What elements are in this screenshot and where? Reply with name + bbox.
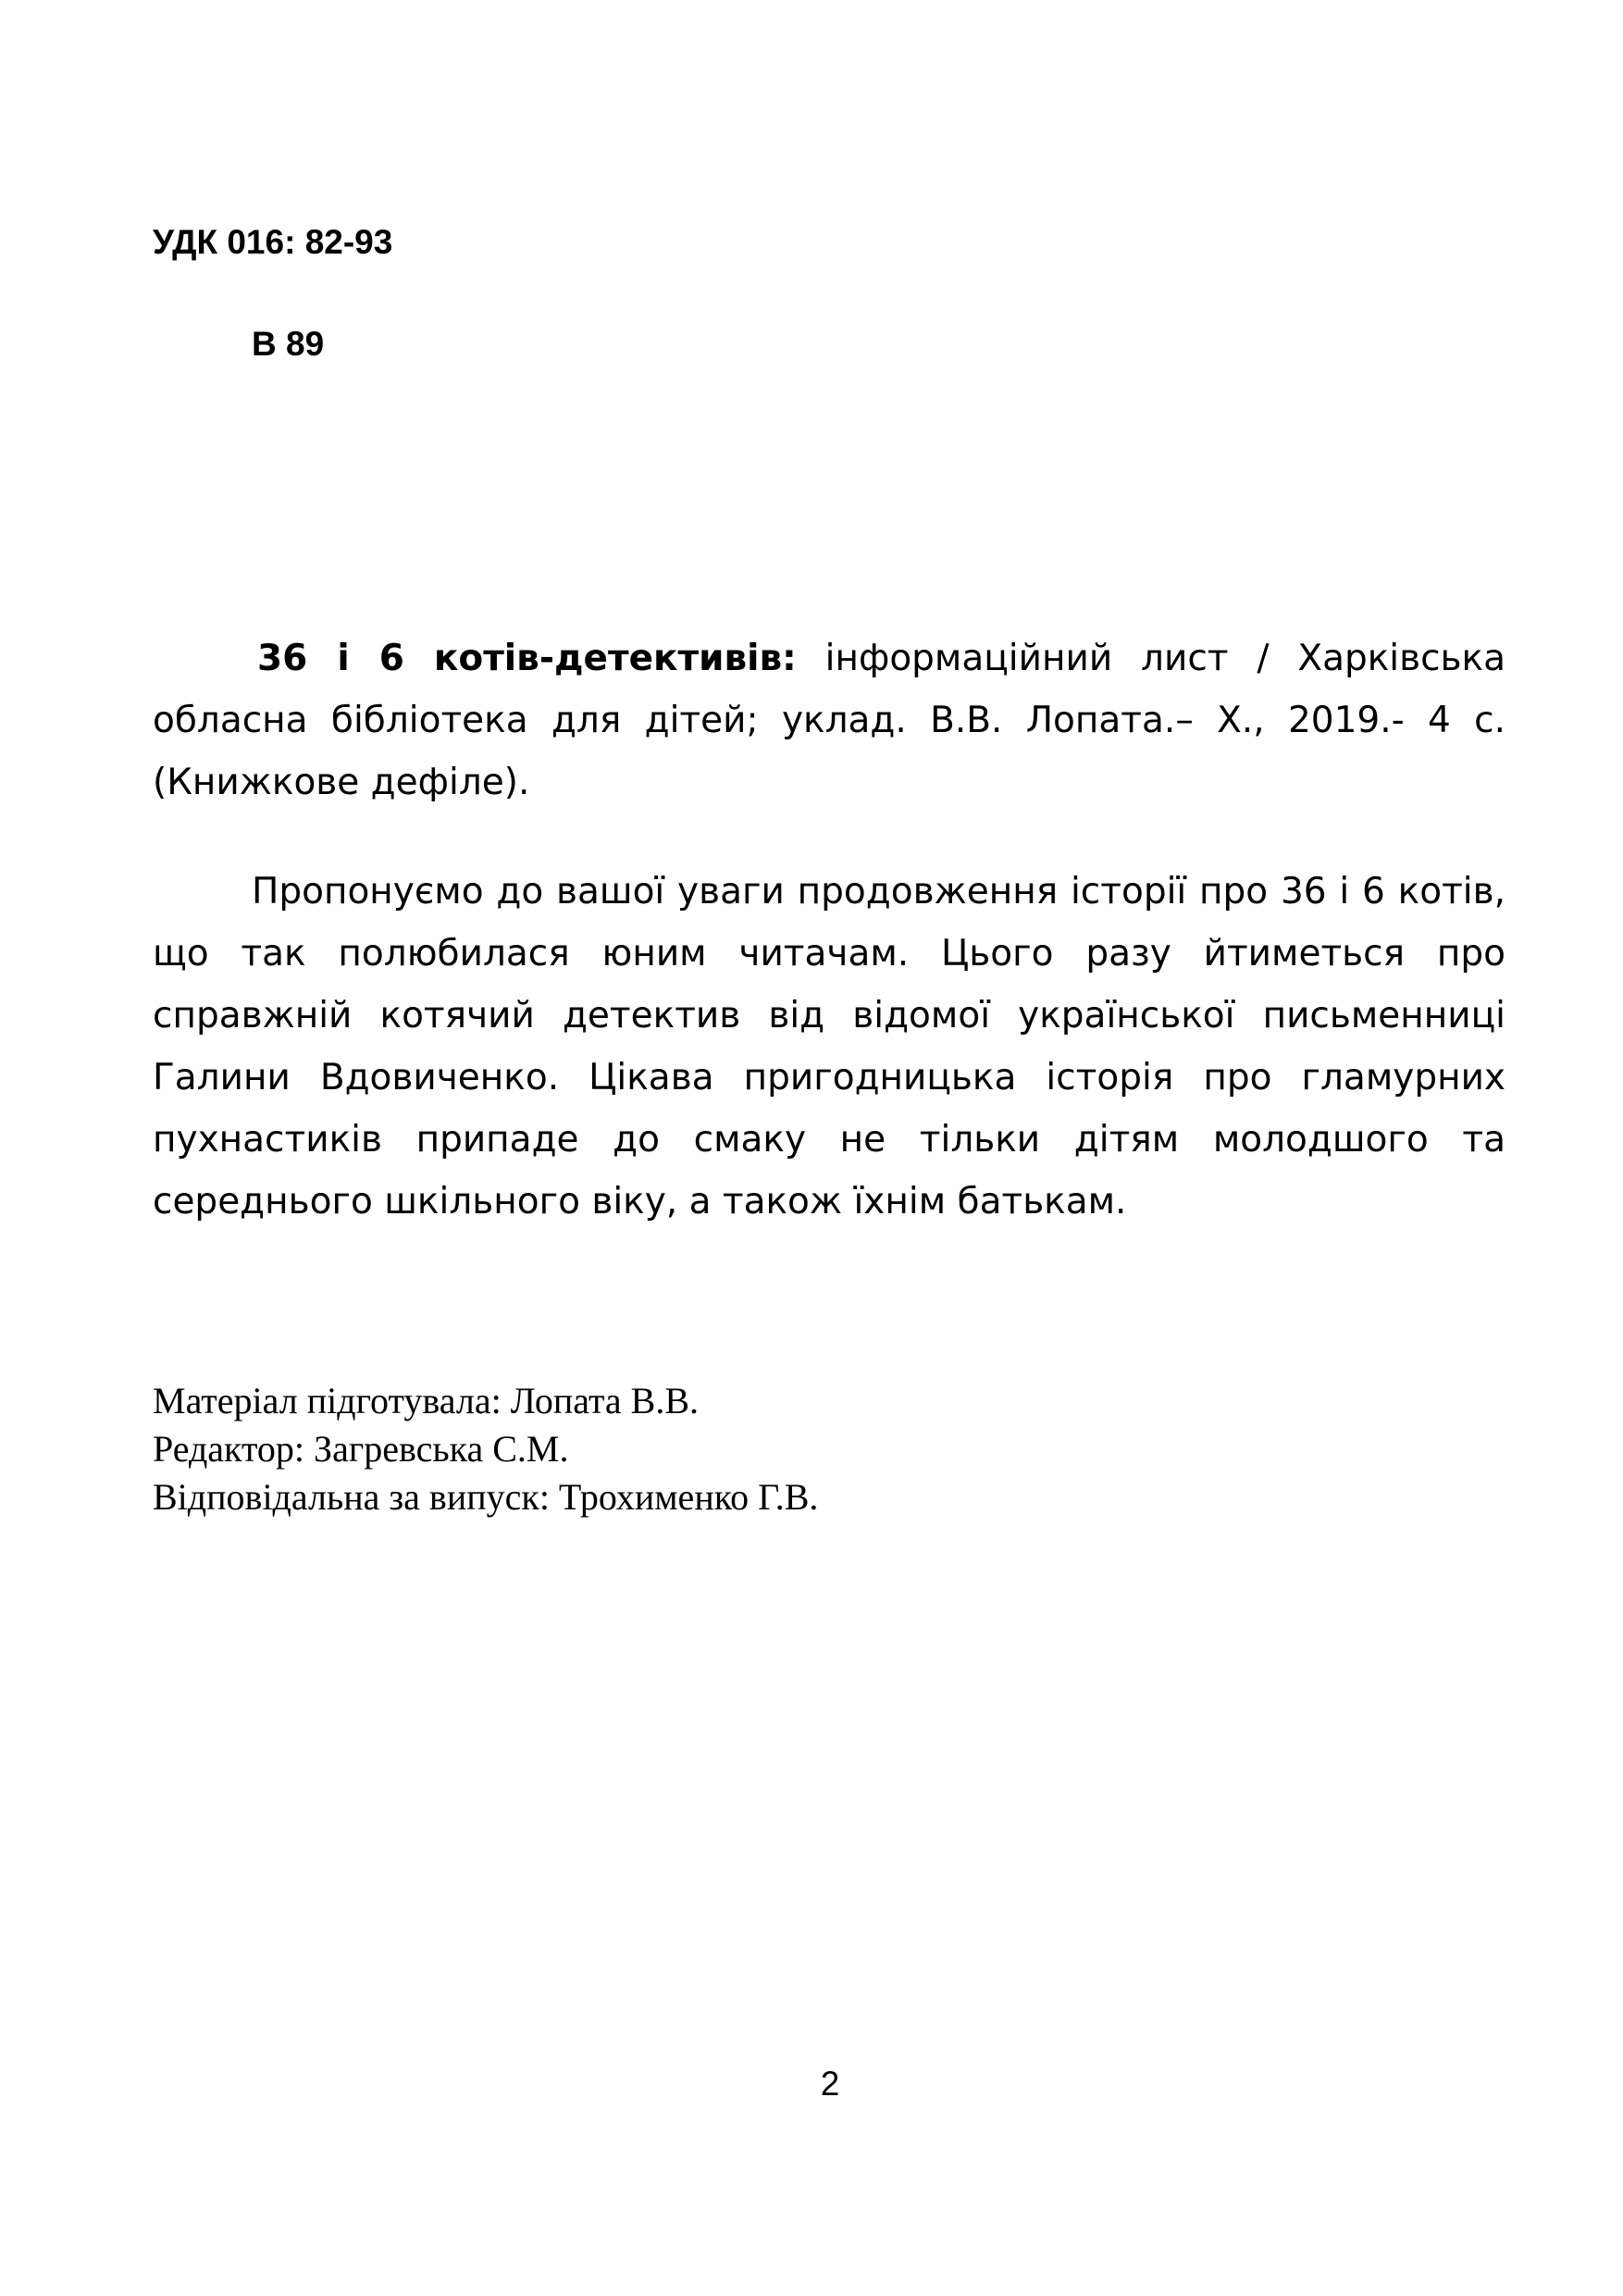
credit-prepared-by: Матеріал підготувала: Лопата В.В.: [153, 1380, 700, 1421]
credits-block: [153, 1377, 818, 1521]
page-number: 2: [820, 2065, 840, 2103]
author-code: В 89: [252, 325, 325, 363]
credit-responsible: Відповідальна за випуск: Трохименко Г.В.: [153, 1476, 819, 1518]
citation-title: 36 і 6 котів-детективів:: [257, 638, 797, 679]
bibliographic-citation: [153, 627, 1505, 813]
udk-code: УДК 016: 82-93: [153, 223, 393, 261]
citation-details: інформаційний лист / Харківська обласна бібліотека для дітей; уклад. В.В. Лопата.– Х., 2019.- 4 с. (Книжкове дефіле).: [153, 638, 1505, 803]
annotation-paragraph: Пропонуємо до вашої уваги продовження історії про 36 і 6 котів, що так полюбилася юним читачам. Цього разу йтиметься про справжній котячий детектив від відомої української письменниці Галини Вдовиченко. Цікава пригодницька історія про гламурних пухнастиків припаде до смаку не тільки дітям молодшого та середнього шкільного віку, а також їхнім батькам.: [153, 871, 1505, 1222]
credit-editor: Редактор: Загревська С.М.: [153, 1428, 569, 1470]
